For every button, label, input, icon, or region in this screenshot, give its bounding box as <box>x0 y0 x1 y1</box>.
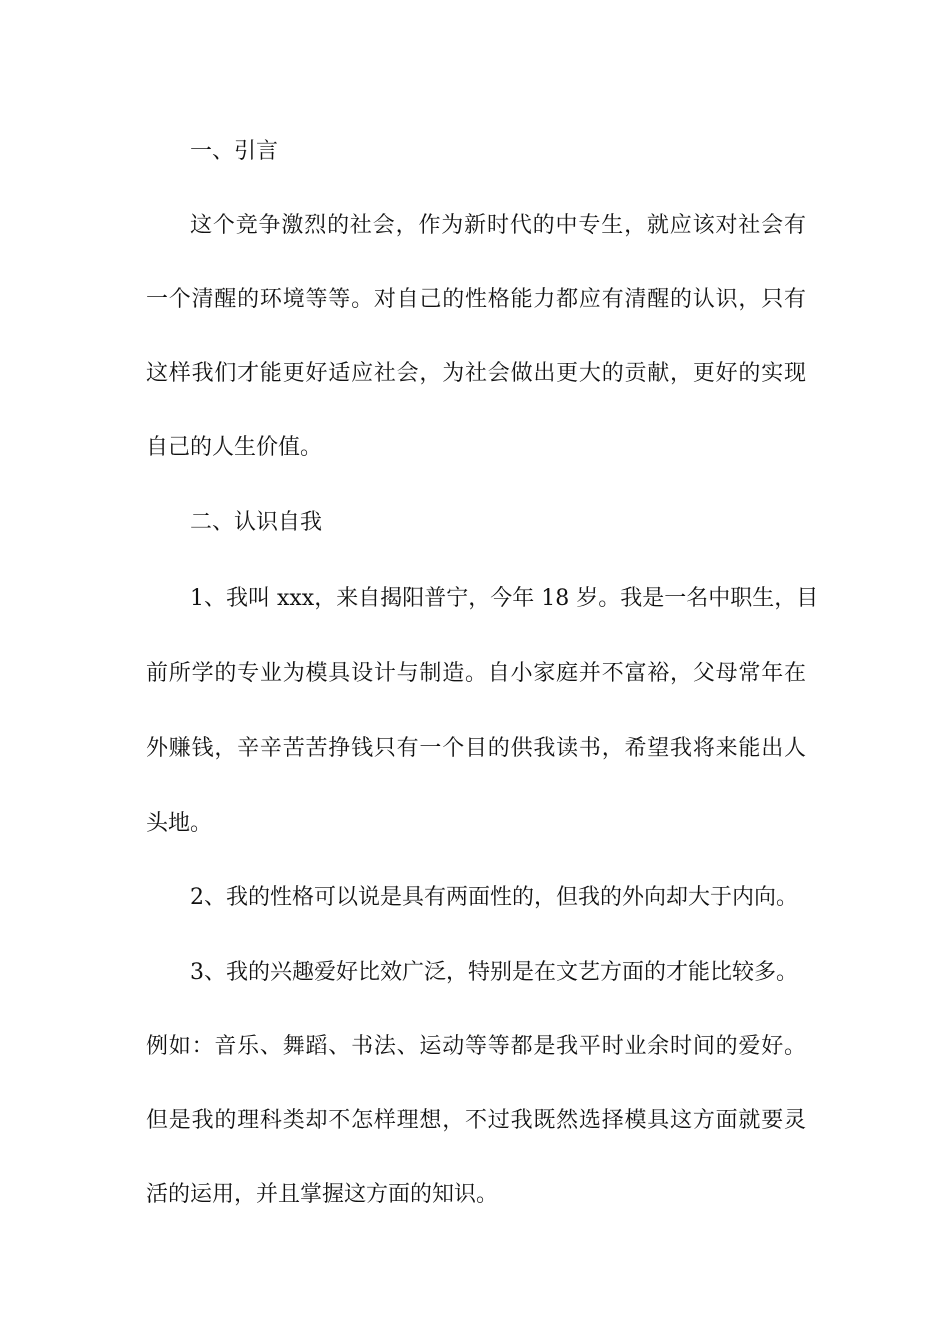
paragraph-line: 这样我们才能更好适应社会，为社会做出更大的贡献，更好的实现 <box>146 361 806 386</box>
paragraph-line: 前所学的专业为模具设计与制造。自小家庭并不富裕，父母常年在 <box>146 661 806 686</box>
paragraph-line: 活的运用，并且掌握这方面的知识。 <box>146 1182 499 1207</box>
paragraph-line: 这个竞争激烈的社会，作为新时代的中专生，就应该对社会有 <box>190 213 806 238</box>
section-heading-intro: 一、引言 <box>190 139 279 164</box>
paragraph-line: 3、我的兴趣爱好比效广泛，特别是在文艺方面的才能比较多。 <box>190 960 798 985</box>
paragraph-line: 头地。 <box>146 811 213 836</box>
paragraph-line: 例如：音乐、舞蹈、书法、运动等等都是我平时业余时间的爱好。 <box>146 1034 806 1059</box>
section-heading-self-awareness: 二、认识自我 <box>190 510 323 535</box>
paragraph-line: 1、我叫 xxx，来自揭阳普宁，今年 18 岁。我是一名中职生，目 <box>190 586 819 611</box>
paragraph-line: 外赚钱，辛辛苦苦挣钱只有一个目的供我读书，希望我将来能出人 <box>146 736 806 761</box>
paragraph-line: 自己的人生价值。 <box>146 435 323 460</box>
paragraph-line: 但是我的理科类却不怎样理想，不过我既然选择模具这方面就要灵 <box>146 1108 806 1133</box>
paragraph-line: 一个清醒的环境等等。对自己的性格能力都应有清醒的认识，只有 <box>146 287 806 312</box>
paragraph-line: 2、我的性格可以说是具有两面性的，但我的外向却大于内向。 <box>190 885 798 910</box>
